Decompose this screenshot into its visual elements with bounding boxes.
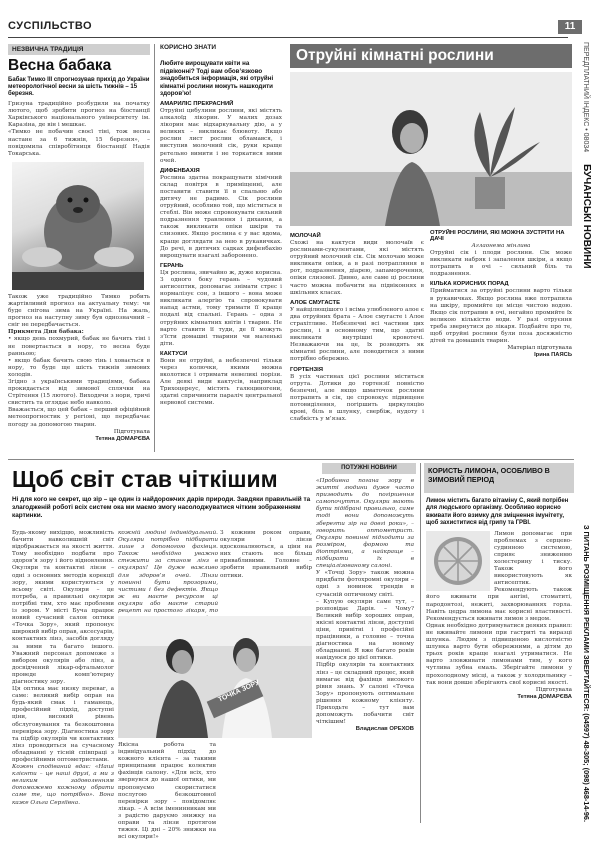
plants-lead: Любите вирощувати квіти на підвіконні? Тоді вам обов’язково знадобиться інформація, які отруйні кімнатні рослини можуть нашкодити здоров’ю!	[160, 60, 274, 98]
section-title: СУСПІЛЬСТВО	[8, 20, 92, 32]
optics-col-4	[316, 478, 414, 822]
optics-kicker-band	[322, 463, 416, 474]
amaryllis-text: Отруйні цибулини рослини, які містять алкалоїд лікорин. У малих дозах лікорин має відхаркувальну дію, а у великих – викликає блювоту. Якщо рослин лист рослин обламався, і виступив молочний сік, руки краще ретельно вимити і не торкатися ними очей.	[160, 107, 282, 164]
article-body-2: Прикмета Дня бабака:	[8, 329, 84, 336]
cactus-heading: КАКТУСИ	[160, 350, 188, 357]
article-intro: Гризуна традиційно розбудили на початку лютого, щоб зробити прогноз на біостанції Харківського національного університету ім. Каразіна, де він і мешкає.	[8, 101, 150, 129]
plants-byline	[430, 345, 572, 359]
woman-with-plant-illustration	[290, 72, 572, 226]
hydrangea-heading: ГОРТЕНЗІЯ	[290, 366, 324, 373]
plants-byline-label: Матеріал підготувала	[507, 345, 572, 352]
page-number: 11	[564, 21, 576, 32]
lemon-body: Лимон допомагає при проблемах з серцево-судинною системою, сприяє зниженню холестерину і тиску. Також його використовують як антисептик. Рекомендують також його вживати при ангіні, стоматиті, пародонтозі, нежиті, захворюваннях горла. Навіть цедра лимона має корисні властивості. Рекомендується вживати лимон з медом.	[426, 530, 572, 622]
optics-byline	[316, 726, 414, 733]
optics-col3-p2: «Пробивна погана зору в житті людини дуже часто призводить до погіршення самопочуття. Окуляри мають бути підібрані правильно, саме тоді вони допоможуть зберегти зір на довгі роки», – говорить оптометрист. Окуляри повинні підходити за розміром, формою та діоптріями, а найкраще – підбирати їх в спеціалізованому салоні.	[316, 478, 414, 570]
optics-staff-illustration	[118, 616, 312, 738]
side-footer	[578, 370, 594, 822]
lemon-body-2: Однак необхідно дотримуватися деяких правил: не вживайте лимони при гастриті та виразці шлунка. Людям з підвищеною кислотністю шлунка варто бути обережними, а дітям до трьох років краще взагалі утриматися. Не варто зловживати лимонами тим, у кого чутлива зубна емаль. Зберігайте лимони у прохолодному місці, а також у холодильнику – так вони довше зберігають свої корисні якості.	[426, 622, 572, 686]
optics-col1-p3: Кожен сподіваний вдає: «Наші клієнти – це наші друзі, а ми з великим задоволенням допоможемо кожному обрати саме те, що потрібно». Вона каже Ольга Сергіївна.	[12, 764, 114, 806]
byline-name: Тетяна ДОМАРЄВА	[95, 435, 150, 442]
optics-col3-p5: Підбір окулярів та контактних лінз – це складний процес, який вимагає від фахівця високого рівня знань. У салоні «Точка Зору» пропонують оптимальне рішення кожному клієнту. Приходьте – тут вам допоможуть побачити світ чіткішим!	[316, 662, 414, 726]
optics-sign: ТОЧКА ЗОРУ	[217, 679, 261, 704]
optics-col-2-bottom	[118, 742, 216, 841]
byline-label: Підготувала	[113, 428, 150, 435]
plants-col-1	[160, 60, 282, 455]
plants-byline-name: Ірина ПАЯСЬ	[534, 352, 572, 359]
optics-col3-p3: У «Точці Зору» також можна придбати фотохромні окуляри – одні з новинок трендів в сучасній оптичному світі.	[316, 570, 414, 598]
lemon-byline-label: Підготувала	[535, 686, 572, 693]
optics-kicker: ПОТУЖНІ НОВИНИ	[341, 465, 397, 471]
groundhog-illustration	[12, 162, 144, 290]
header-rule	[8, 37, 568, 38]
groundhog-photo	[12, 162, 144, 290]
optics-col2-p2: Якісна робота та індивідуальний підхід до кожного клієнта – за такими принципами працює колектив фахівців салону. «Для всіх, хто звернувся до нашої оптики, ми пропонуємо скористатися послугою безкоштовної перевірки зору – повідомляє лікар. – А всім іменинникам ми з радістю даруємо знижку на оправи та лінзи протягом тижня. Ці дні – 20% знижки на всі окуляри!»	[118, 742, 216, 841]
optics-col-2-top	[118, 530, 218, 614]
lemon-byline-name: Тетяна ДОМАРЄВА	[517, 693, 572, 700]
article-title: Весна бабака	[8, 57, 112, 74]
aloe-heading: АЛОЕ СМУГАСТЕ	[290, 299, 341, 306]
geranium-text: Ця рослина, звичайно ж, дуже корисна. З одного боку герань – чудовий антисептик, допомагає знімати стрес і нормалізує сон, з іншого – вона може викликати алергію та спровокувати напад астми, тому тримати її краще подалі від спальні. Герань – одна з отруйних кімнатних квітів і тварин. Не варто ставити її туди, де її можуть з’їсти домашні тварини чи маленькі діти.	[160, 269, 282, 347]
dacha-plants-subheading: Аглаонема мінлива	[471, 243, 531, 249]
optics-col-3	[220, 530, 312, 614]
dieffenbachia-heading: ДИФЕНБАХІЯ	[160, 167, 200, 174]
optics-lead: Ні для кого не секрет, що зір – це один із найдорожчих дарів природи. Завдяки правильній та злагодженій роботі всіх систем ока ми маємо змогу насолоджуватися чітким зображенням картинки.	[12, 496, 311, 519]
article-body-3: • якщо день похмурий, бабак не бачить тіні і не повертається в нору, то весна буде ранньою;	[8, 336, 150, 357]
optics-col2-p1: кожній людині індивідуальний. Окуляри потрібно підбирати лише з допомогою фахівця. Також необхідно уважно стежити за станом лінз в окулярах! Це дуже важливо для здоров’я очей. Лінзи повинні бути прозорими, чистими і без дефектів. Якщо ж ви маєте ресурсом ці окуляри або маєте старий рецепт на простого лікаря, то	[118, 530, 218, 615]
column-divider-2	[420, 463, 421, 823]
optics-title: Щоб світ став чіткішим	[12, 466, 278, 492]
horizontal-divider	[8, 459, 574, 460]
optics-byline-name: Владислав ОРЕХОВ	[355, 726, 414, 733]
groundhog-article	[8, 44, 150, 456]
article-body-5: Згідно з українськими традиціями, бабака прокидається від зимової сплячки на Стрітення (15 лютого). Виходячи з нори, тричі свистить та оглядає небо навколо.	[8, 378, 150, 407]
optics-col-1	[12, 530, 114, 822]
plants-photo	[290, 72, 572, 226]
cactus-text: Вони не отруйні, а небезпечні тільки через колючки, якими можна вколотися і отримати невеликі порізи. Але деякі види кактусів, наприклад Трихоцереус, містять галюциногени, здатні спричинити параліч центральної нервової системи.	[160, 357, 282, 407]
geranium-heading: ГЕРАНЬ	[160, 262, 184, 269]
aloe-text: У найцілющішого і всіма улюбленого алое є два отруйних брата – Алое смугасте і Алое страхітливе. Небезпечні всі частини цих рослин, і в основному тим, що здатні викликати внутрішні кровотечі. Незважаючи на це, їх розводять як кімнатні рослини, але поводитися з ними потрібно обережно.	[290, 306, 424, 363]
lemon-byline	[426, 687, 572, 701]
amaryllis-heading: АМАРИЛІС ПРЕКРАСНИЙ	[160, 100, 234, 107]
side-banner	[578, 42, 594, 342]
ad-contacts: З ПИТАНЬ РОЗМІЩЕННЯ РЕКЛАМИ ЗВЕРТАЙТЕСЯ: (04597) 48-305; (098) 468-14-96.	[582, 524, 591, 822]
lemon-kicker-band	[424, 463, 574, 493]
spurge-text: Схожі на кактуси види молочаїв є рослинами-сукулентами, які містять отруйний молочний сік. Сік молочаю може викликати опіки, а в разі потрапляння в рот, подразнення, діарею, запаморочення, опіки слизової. Дивно, але саме ці рослини часто можна побачити на підвіконнях в шкільних класах.	[290, 240, 424, 296]
lemon-article	[426, 498, 572, 822]
lemon-photo	[426, 531, 490, 591]
tips-text: Прийматися за отруйні рослини варто тільки в рукавичках. Якщо рослина вже потрапила на шкіру, промийте це місце чистою водою. Якщо сік потрапив в очі, негайно промийте їх великою кількістю води. У разі отруєння треба звернутися до лікаря. Подбайте про те, щоб отруйні рослини були поза досяжністю дітей та домашніх тварин.	[430, 288, 572, 345]
lemon-lead: Лимон містить багато вітаміну C, який потрібен для людського організму. Особливо корисно вживати його взимку для зміцнення імунітету, щоб захиститися від грипу та ГРВІ.	[426, 498, 569, 527]
lemon-kicker: КОРИСТЬ ЛИМОНА, ОСОБЛИВО В ЗИМОВИЙ ПЕРІОД	[428, 466, 550, 484]
hydrangea-text: В усіх частинах цієї рослини міститься отрута. Дотики до гортензії повністю безпечні, але якщо шматочок рослини потрапить в сік, це спровокує підвищене потовиділення, погіршить циркуляцію крові, біль в шлунку, свербіж, нудоту і слабкість у м’язах.	[290, 373, 424, 423]
article-body-6: Вважається, що цей бабак – перший офіційний метеопрогностик у регіоні, що передбачає погоду за допомогою тварин.	[8, 407, 150, 428]
article-kicker: НЕЗВИЧНА ТРАДИЦІЯ	[8, 44, 150, 55]
optics-col3-p1: З кожним роком оправи, окуляри і лінзи вдосконалюються, а ціни на них стають все більш привабливими. Головне – зробити правильний вибір оптики.	[220, 530, 312, 579]
spurge-heading: МОЛОЧАЙ	[290, 233, 321, 239]
article-lead: Бабак Тимко ІІІ спрогнозував прихід до України метеорологічної весни за шість тижнів – 15 березня.	[8, 76, 150, 97]
plants-title: Отруйні кімнатні рослини	[296, 47, 494, 64]
page-number-badge	[558, 20, 582, 34]
optics-col1-p1: Будь-якому вихідцю, можливість бачити навколишній світ відображається на якості життя. Тому необхідно подбати про здоров’я зору і його відновлення. Окуляри та контактні лінзи – одні з основних методів корекції зору, якими користуються у всьому світі. Окуляри – це потреба, а правильні окуляри потрібні тим, хто має проблеми із зором. У місті Буча працює новий сучасний салон оптики «Точка Зору», який пропонує широкий вибір оправ, аксесуарів, контактних лінз, засобів догляду за ними та багато іншого. Уважний персонал допоможе з вибором окулярів або лінз, а досвідчений лікар-офтальмолог проведе комп’ютерну діагностику зору.	[12, 530, 114, 685]
plants-kicker: КОРИСНО ЗНАТИ	[160, 44, 217, 51]
tips-heading: КІЛЬКА КОРИСНИХ ПОРАД	[430, 281, 509, 288]
plants-title-band	[290, 44, 572, 68]
article-byline	[8, 429, 150, 443]
optics-col3-p4: – Купую окуляри саме тут, – розповідає Дарія. – Чому? Великий вибір хороших оправ, якісні контактні лінзи, доступні ціни, привітні і професійні працівники, а головне – точна діагностика на новому обладнанні. Я вже багато років навідуюся до цієї оптики.	[316, 598, 414, 662]
dacha-plants-text: Отруйні сік і плоди рослини. Сік може викликати набряк і запалення шкіри, а якщо потрапить в очі – сильний біль та подразнення.	[430, 250, 572, 278]
paper-name: БУЧАНСЬКІ НОВИНИ	[581, 164, 592, 269]
column-divider-1	[154, 44, 155, 452]
plants-col-2	[290, 230, 424, 455]
subscription-info: ПЕРЕДПЛАТНИЙ ІНДЕКС • 08034	[582, 42, 589, 153]
article-body-4: • якщо бабак бачить свою тінь і ховається в нору, то буде ще шість тижнів зимових холодів.	[8, 357, 150, 378]
article-body-1: Також уже традиційно Тимко робить жартівливий прогноз на актуальну тему: чи буде снігова зима на Україні. На жаль, прогноз на наступну зиму був однозначний – сніг не передбачається.	[8, 293, 150, 329]
optics-col1-p2: Ця оптика має низку переваг, а саме: великий вибір оправ на будь-який смак і гаманець, професійний підхід, доступні ціни, високий рівень обслуговування та безкоштовна перевірка зору. Діагностика зору та підбір окулярів чи контактних лінз проводиться на сучасному обладнанні у тісній співпраці з професійними оптометристами.	[12, 686, 114, 763]
plants-col-3	[430, 230, 572, 455]
dieffenbachia-text: Рослина здатна покращувати хімічний склад повітря в приміщенні, але поставити ставити її в спальню або дитячу не радимо. Сік рослини отруйний, особливо той, що міститься в стеблі. Він може спровокувати сильний подразнення травлення і дихання, а також викликати опіки шкіри та слизових. Якщо рослина є у вас вдома, краще доглядати за нею в рукавичках. До речі, в дитячих садках дифенбахію вирощувати взагалі заборонено.	[160, 174, 282, 259]
article-quote: «Тимко не побачив своєї тіні, тож весна настане за 6 тижнів, 15 березня», – повідомила співробітниця біостанції Надія Токарська.	[8, 129, 150, 157]
dacha-plants-heading: ОТРУЙНІ РОСЛИНИ, ЯКІ МОЖНА ЗУСТРІТИ НА ДАЧІ	[430, 230, 565, 242]
optics-photo	[118, 616, 312, 738]
lemon-slice-illustration	[426, 531, 490, 591]
